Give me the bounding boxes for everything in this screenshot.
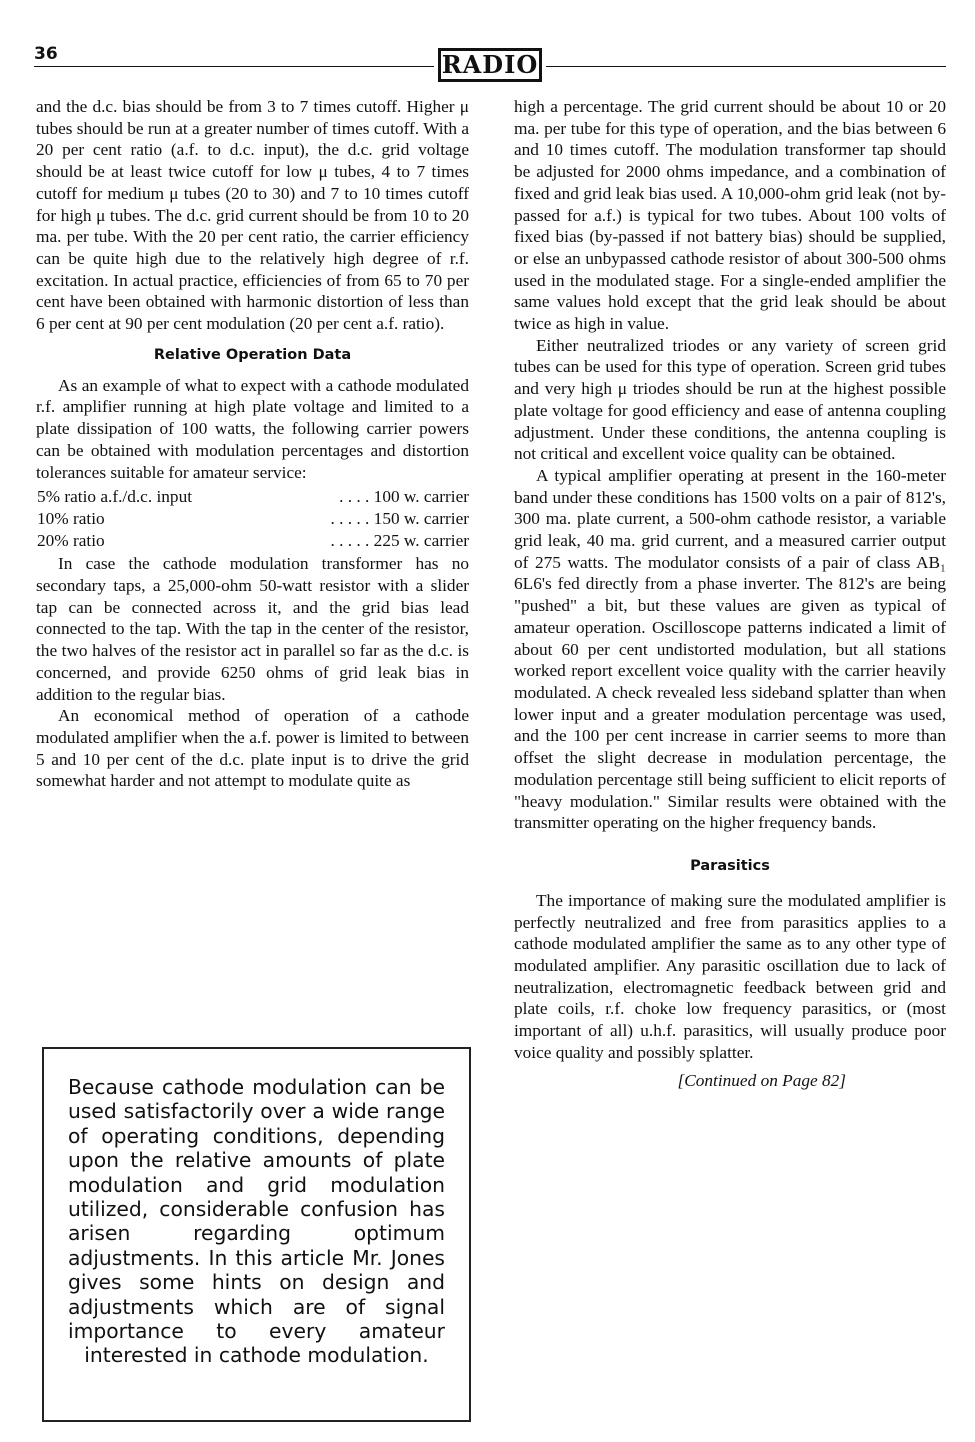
right-paragraph-3: A typical amplifier operating at present in the 160-meter band under these conditions has 1500 volts on a pair of 812's, 300 ma. plate current, a 500-ohm cathode resistor, a variable grid leak, 40 ma. grid current, and a measured carrier output of 275 watts. The modulator consists of a pair of class AB₁ 6L6's fed directly from a phase inverter. The 812's are being "pushed" a bit, but these values are given as typical of amateur operation. Oscilloscope patterns indicated a limit of about 60 per cent undistorted modulation, but all stations worked report excellent voice quality with the carrier heavily modulated. A check revealed less sideband splatter than when lower input and a greater modulation percentage was used, and the 100 per cent increase in carrier seems to more than offset the slight decrease in modulation percentage, the modulation percentage still being sufficient to elicit reports of "heavy modulation." Similar results were obtained with the transmitter operating on the higher frequency bands. [514,465,946,833]
right-column [514,96,946,1091]
ratio-table [36,486,469,551]
page-number: 36 [34,44,58,64]
page-header [34,40,946,90]
ratio-row [36,530,469,552]
pull-quote-text: Because cathode modulation can be used satisfactorily over a wide range of operating conditions, depending upon the relative amounts of plate modulation and grid modulation utilized, considerable confusion has arisen regarding optimum adjustments. In this article Mr. Jones gives some hints on design and adjustments which are of signal importance to every amateur interested in cathode modulation. [68,1075,445,1368]
ratio-label: 5% ratio a.f./d.c. input [37,487,193,507]
left-paragraph-3: In case the cathode modulation transformer has no secondary taps, a 25,000-ohm 50-watt resistor with a slider tap can be connected across it, and the grid bias lead connected to the tap. With the tap in the center of the resistor, the two halves of the resistor act in parallel so far as the d.c. is concerned, and provide 6250 ohms of grid leak bias in addition to the regular bias. [36,554,469,704]
left-paragraph-4: An economical method of operation of a cathode modulated amplifier when the a.f. power is limited to between 5 and 10 per cent of the d.c. plate input is to drive the grid somewhat harder and not attempt to modulate quite as [36,706,469,791]
ratio-value [265,508,469,530]
right-paragraph-2: Either neutralized triodes or any variety of screen grid tubes can be used for this type of operation. Screen grid tubes and very high μ triodes should be run at the highest possible plate voltage for good efficiency and ease of antenna coupling adjustment. Under these conditions, the antenna coupling is not critical and excellent voice quality can be obtained. [514,335,946,464]
ratio-value [265,486,469,508]
left-paragraph-2: As an example of what to expect with a cathode modulated r.f. amplifier running at high plate voltage and limited to a plate dissipation of 100 watts, the following carrier powers can be obtained with modulation percentages and distortion tolerances suitable for amateur service: [36,375,469,482]
ratio-carrier: 225 w. carrier [373,530,469,550]
ratio-label: 20% ratio [37,530,105,550]
ratio-carrier: 100 w. carrier [373,487,469,507]
pull-quote-box [42,1047,471,1422]
right-paragraph-1: high a percentage. The grid current should be about 10 or 20 ma. per tube for this type of operation, and the bias between 6 and 10 times cutoff. The modulation transformer tap should be adjusted for 2000 ohms impedance, and a combination of fixed and grid leak bias used. A 10,000-ohm grid leak (not by-passed for a.f.) is typical for two tubes. About 100 volts of fixed bias (by-passed if not battery bias) should be supplied, or else an unbypassed cathode resistor of about 300-500 ohms used in the modulated stage. For a single-ended amplifier the same values hold except that the grid leak should be about twice as high in value. [514,97,946,334]
continued-note: [Continued on Page 82] [677,1070,846,1090]
section-heading-parasitics: Parasitics [690,857,770,874]
left-column [36,96,469,792]
ratio-dots: . . . . . [330,530,370,550]
ratio-label: 10% ratio [37,508,105,528]
ratio-carrier: 150 w. carrier [373,508,469,528]
right-paragraph-4: The importance of making sure the modulated amplifier is perfectly neutralized and free from parasitics applies to a cathode modulated amplifier the same as to any other type of modulated amplifier. Any parasitic oscillation due to lack of neutralization, electromagnetic feedback between grid and plate coils, r.f. choke low frequency parasitics, or (most important of all) u.h.f. parasitics, will usually produce poor voice quality and possibly splatter. [514,890,946,1062]
ratio-value [265,530,469,552]
ratio-row [36,486,469,508]
ratio-dots: . . . . [339,487,370,507]
header-rule-right [546,66,946,67]
section-heading-relative-operation-data: Relative Operation Data [153,346,352,363]
left-paragraph-1: and the d.c. bias should be from 3 to 7 times cutoff. Higher μ tubes should be run at a greater number of times cutoff. With a 20 per cent ratio (a.f. to d.c. input), the d.c. grid voltage should be at least twice cutoff for low μ tubes, 4 to 7 times cutoff for medium μ tubes (20 to 30) and 7 to 10 times cutoff for high μ tubes. The d.c. grid current should be from 10 to 20 ma. per tube. With the 20 per cent ratio, the carrier efficiency can be quite high due to the relatively high degree of r.f. excitation. In actual practice, efficiencies of from 65 to 70 per cent have been obtained with harmonic distortion of less than 6 per cent at 90 per cent modulation (20 per cent a.f. ratio). [36,97,469,334]
ratio-row [36,508,469,530]
ratio-dots: . . . . . [330,508,370,528]
radio-logo: RADIO [438,48,542,82]
header-rule-left [34,66,434,67]
